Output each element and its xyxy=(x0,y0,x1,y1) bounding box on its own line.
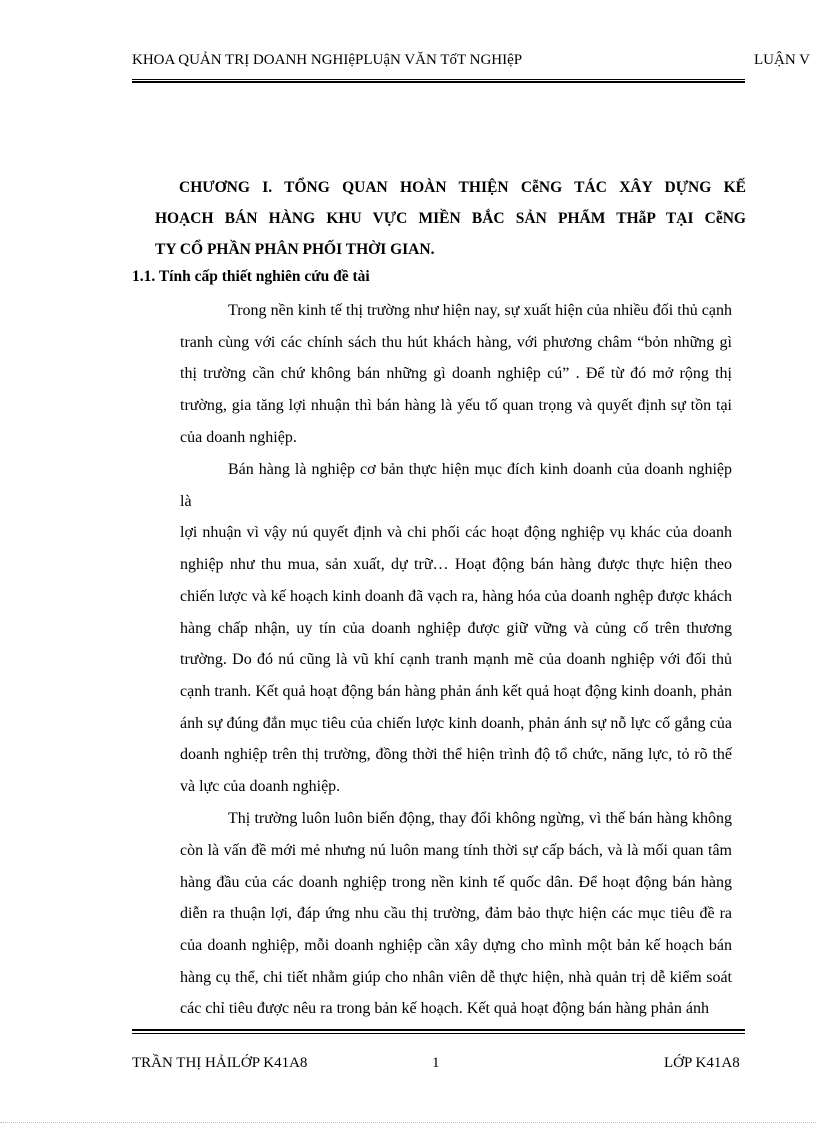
chapter-title-line-2: HOẠCH BÁN HÀNG KHU VỰC MIỀN BẮC SẢN PHẨM THẫP TẠI CễNG xyxy=(155,210,746,227)
body-text xyxy=(132,295,732,1026)
paragraph-3 xyxy=(132,803,732,1025)
text-line: trường. Do đó nú cũng là vũ khí cạnh tranh mạnh mẽ của doanh nghiệp với đối thủ xyxy=(180,651,732,669)
footer-left-text: TRẦN THỊ HẢILỚP K41A8 xyxy=(132,1055,308,1071)
chapter-title xyxy=(132,172,746,265)
header-left-text: KHOA QUẢN TRỊ DOANH NGHIệPLUậN VĂN TốT NGHIệP xyxy=(132,52,523,68)
text-line: Bán hàng là nghiệp cơ bản thực hiện mục đích kinh doanh của doanh nghiệp là xyxy=(180,461,732,510)
text-line: diễn ra thuận lợi, đáp ứng nhu cầu thị trường, đảm bảo thực hiện các mục tiêu đề ra xyxy=(180,905,732,923)
text-line: Thị trường luôn luôn biến động, thay đổi không ngừng, vì thế bán hàng không xyxy=(228,810,732,828)
text-line: hàng đầu của các doanh nghiệp trong nền kinh tế quốc dân. Để hoạt động bán hàng xyxy=(180,873,732,891)
text-line: thị trường cần chứ không bán những gì doanh nghiệp cú” . Để từ đó mở rộng thị xyxy=(180,365,732,383)
text-line: của doanh nghiệp. xyxy=(180,428,297,446)
footer-double-rule xyxy=(132,1029,745,1034)
text-line: còn là vấn đề mới mẻ nhưng nú luôn mang tính thời sự cấp bách, và là mối quan tâm xyxy=(180,841,732,859)
text-line: hàng chấp nhận, uy tín của doanh nghiệp được giữ vững và củng cố trên thương xyxy=(180,619,732,637)
section-heading: 1.1. Tính cấp thiết nghiên cứu đề tài xyxy=(132,268,370,285)
text-line: và lực của doanh nghiệp. xyxy=(180,778,341,796)
text-line: doanh nghiệp trên thị trường, đồng thời thể hiện trình độ tổ chức, năng lực, tỏ rõ thế xyxy=(180,746,732,764)
text-line: nghiệp như thu mua, sản xuất, dự trữ… Hoạt động bán hàng được thực hiện theo xyxy=(180,556,732,574)
text-line: ánh sự đúng đắn mục tiêu của chiến lược kinh doanh, phản ánh sự nỗ lực cố gắng của xyxy=(180,714,732,732)
paragraph-1 xyxy=(132,295,732,454)
text-line: các chỉ tiêu được nêu ra trong bản kế hoạch. Kết quả hoạt động bán hàng phản ánh xyxy=(180,1000,709,1018)
text-line: lợi nhuận vì vậy nú quyết định và chi phối các hoạt động nghiệp vụ khác của doanh xyxy=(180,524,732,542)
text-line: Trong nền kinh tế thị trường như hiện nay, sự xuất hiện của nhiều đối thủ cạnh xyxy=(228,302,732,319)
page-number: 1 xyxy=(432,1055,440,1071)
paragraph-2 xyxy=(132,454,732,803)
text-line: của doanh nghiệp, mỗi doanh nghiệp cần xây dựng cho mình một bản kế hoạch bán xyxy=(180,937,732,955)
chapter-title-line-3: TY CỔ PHẦN PHÂN PHỐI THỜI GIAN. xyxy=(155,241,435,258)
header-right-text: LUẬN V xyxy=(754,52,810,68)
text-line: tranh cùng với các chính sách thu hút khách hàng, với phương châm “bỏn những gì xyxy=(180,333,732,351)
text-line: trường, gia tăng lợi nhuận thì bán hàng là yếu tố quan trọng và quyết định sự tồn tại xyxy=(180,397,732,415)
text-line: cạnh tranh. Kết quả hoạt động bán hàng phản ánh kết quả hoạt động kinh doanh, phản xyxy=(180,682,732,700)
chapter-title-line-1: CHƯƠNG I. TỔNG QUAN HOÀN THIỆN CễNG TÁC XÂY DỰNG KẾ xyxy=(179,179,746,196)
text-line: hàng cụ thể, chi tiết nhằm giúp cho nhân viên dễ thực hiện, nhà quản trị dễ kiểm soát xyxy=(180,968,732,986)
header-double-rule xyxy=(132,79,745,83)
text-line: chiến lược và kế hoạch kinh doanh đã vạch ra, hàng hóa của doanh nghệp được khách xyxy=(180,587,732,605)
footer-right-text: LỚP K41A8 xyxy=(664,1055,740,1071)
